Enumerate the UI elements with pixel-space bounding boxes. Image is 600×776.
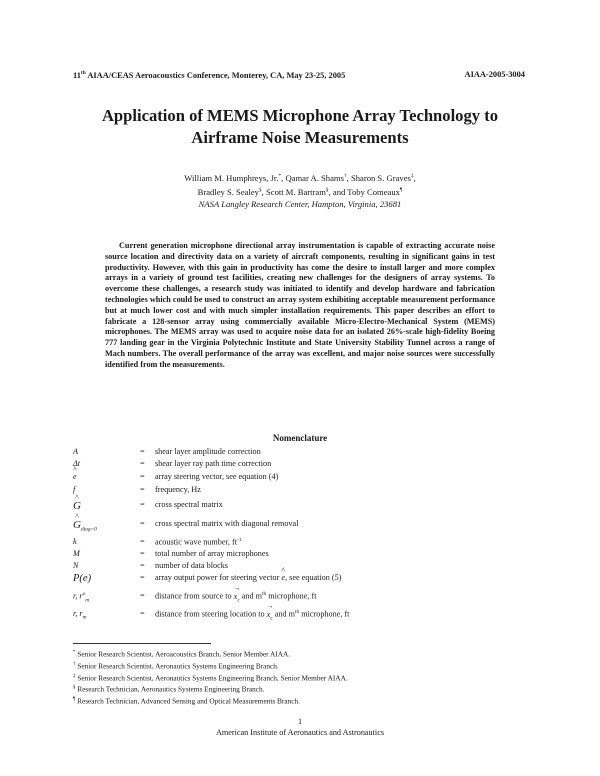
title-line-2: Airframe Noise Measurements xyxy=(191,128,409,147)
abstract: Current generation microphone directional array instrumentation is capable of extracting accurate noise source location and directivity data on a variety of aircraft components, resulting in significant gains in test productivity. However, with this gain in productivity has come the desire to install larger and more complex arrays in a variety of ground test facilities, creating new challenges for the designers of array systems. To overcome these challenges, a research study was initiated to identify and develop hardware and fabrication technologies which could be used to construct an array system exhibiting acceptable measurement performance but at much lower cost and with much simpler installation requirements. This paper describes an effort to fabricate a 128-sensor array using commercially available Micro-Electro-Mechanical System (MEMS) microphones. The MEMS array was used to acquire noise data for an isolated 26%-scale high-fidelity Boeing 777 landing gear in the Virginia Polytechnic Institute and State University Stability Tunnel across a range of Mach numbers. The overall performance of the array was excellent, and major noise sources were successfully identified from the measurements. xyxy=(105,241,495,369)
footnote-separator xyxy=(73,643,211,644)
author-block xyxy=(80,170,520,210)
footer-organization: American Institute of Aeronautics and Astronautics xyxy=(215,728,385,737)
footnote: § Research Technician, Aeronautics Systems Engineering Branch. xyxy=(73,684,265,694)
affiliation: NASA Langley Research Center, Hampton, Virginia, 23681 xyxy=(198,198,402,209)
footnotes xyxy=(73,648,533,707)
running-header-conference: 11th AIAA/CEAS Aeroacoustics Conference, Monterey, CA, May 23-25, 2005 xyxy=(73,70,346,80)
running-header-paper-id: AIAA-2005-3004 xyxy=(464,70,525,79)
footnote: † Senior Research Scientist, Aeronautics Systems Engineering Branch. xyxy=(73,661,279,671)
footnote: * Senior Research Scientist, Aeroacoustics Branch, Senior Member AIAA. xyxy=(73,649,291,659)
footnote: ¶ Research Technician, Advanced Sensing and Optical Measurements Branch. xyxy=(73,696,300,706)
author-line-1: William M. Humphreys, Jr.*, Qamar A. Shams†, Sharon S. Graves‡, xyxy=(184,172,416,183)
paper-title xyxy=(60,105,540,149)
title-line-1: Application of MEMS Microphone Array Technology to xyxy=(101,106,499,125)
footnote: ‡ Senior Research Scientist, Aeronautics Systems Engineering Branch, Senior Member AIAA. xyxy=(73,673,348,683)
author-line-2: Bradley S. Sealey§, Scott M. Bartram§, and Toby Comeaux¶ xyxy=(197,186,403,197)
page-number: 1 xyxy=(297,717,303,726)
nomenclature-heading: Nomenclature xyxy=(272,433,328,443)
